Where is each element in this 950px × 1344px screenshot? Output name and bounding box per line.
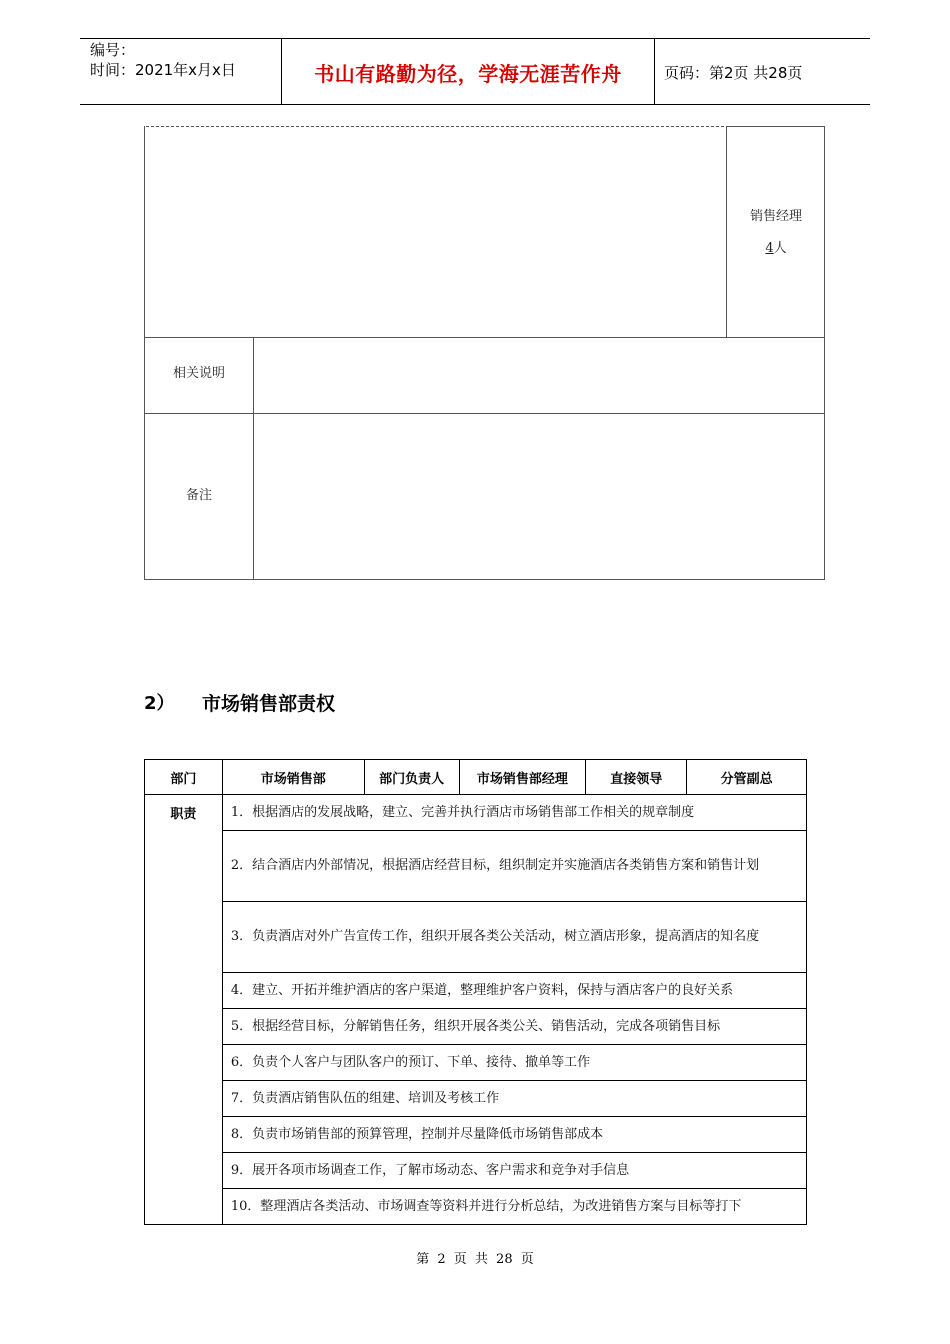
role-count [727, 237, 825, 256]
duty-item: 2．结合酒店内外部情况，根据酒店经营目标，组织制定并实施酒店各类销售方案和销售计划 [222, 831, 806, 902]
duty-item: 5．根据经营目标，分解销售任务，组织开展各类公关、销售活动，完成各项销售目标 [222, 1009, 806, 1045]
serial-label: 编号： [90, 41, 136, 59]
table1-upper-row [144, 126, 825, 338]
related-label: 相关说明 [172, 366, 225, 381]
role-count-unit: 人 [773, 241, 787, 256]
head-label: 部门负责人 [364, 760, 459, 795]
role-title: 销售经理 [749, 209, 802, 224]
table-row [145, 831, 807, 902]
duty-item: 3．负责酒店对外广告宣传工作，组织开展各类公关活动，树立酒店形象，提高酒店的知名度 [222, 902, 806, 973]
header-divider-right [654, 38, 655, 105]
table-row [145, 902, 807, 973]
header-motto: 书山有路勤为径，学海无涯苦作舟 [314, 62, 622, 86]
header-meta [90, 40, 236, 80]
responsibility-table [144, 759, 807, 1225]
duty-item: 6．负责个人客户与团队客户的预订、下单、接待、撤单等工作 [222, 1045, 806, 1081]
leader-label: 直接领导 [586, 760, 687, 795]
duty-item: 10．整理酒店各类活动、市场调查等资料并进行分析总结，为改进销售方案与目标等打下 [222, 1189, 806, 1225]
table-row [145, 973, 807, 1009]
head-value: 市场销售部经理 [459, 760, 586, 795]
remark-label: 备注 [185, 488, 212, 503]
page-footer: 第 2 页 共 28 页 [416, 1252, 534, 1267]
dept-label: 部门 [145, 760, 223, 795]
role-count-number: 4 [765, 241, 774, 256]
header-bottom-rule [80, 104, 870, 105]
table-header-row [145, 760, 807, 795]
duty-item: 9．展开各项市场调查工作，了解市场动态、客户需求和竞争对手信息 [222, 1153, 806, 1189]
header-page-info: 页码：第2页 共28页 [664, 64, 803, 82]
table-row [145, 1117, 807, 1153]
section-number: 2） [144, 693, 175, 714]
table-row [145, 1189, 807, 1225]
table-row [145, 1045, 807, 1081]
table-row [145, 1153, 807, 1189]
section-title: 市场销售部责权 [202, 693, 336, 715]
duties-label: 职责 [145, 795, 223, 1225]
table-row [145, 1081, 807, 1117]
date-label: 时间：2021年x月x日 [90, 61, 236, 79]
table-row [145, 795, 807, 831]
duty-item: 7．负责酒店销售队伍的组建、培训及考核工作 [222, 1081, 806, 1117]
header-top-rule [80, 38, 870, 39]
table-row [145, 1009, 807, 1045]
duty-item: 4．建立、开拓并维护酒店的客户渠道，整理维护客户资料，保持与酒店客户的良好关系 [222, 973, 806, 1009]
duty-item: 8．负责市场销售部的预算管理，控制并尽量降低市场销售部成本 [222, 1117, 806, 1153]
table1-role-cell [726, 126, 825, 338]
leader-value: 分管副总 [687, 760, 807, 795]
duty-item: 1．根据酒店的发展战略，建立、完善并执行酒店市场销售部工作相关的规章制度 [222, 795, 806, 831]
dept-value: 市场销售部 [222, 760, 364, 795]
